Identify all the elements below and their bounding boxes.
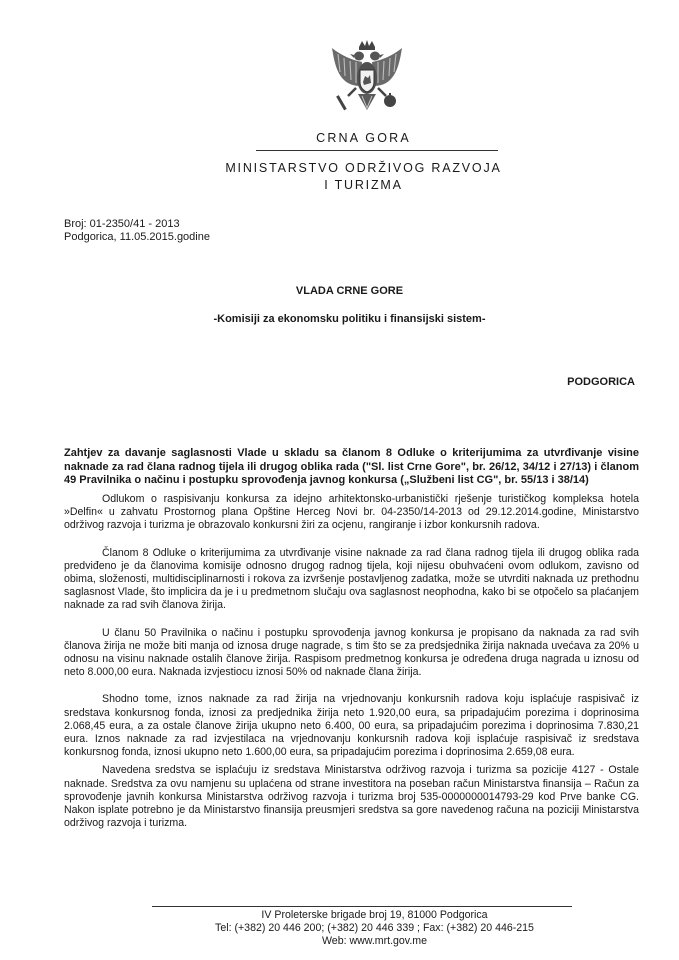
footer-web: Web: www.mrt.gov.me (322, 935, 427, 947)
body-paragraph: Odlukom o raspisivanju konkursa za idejno arhitektonsko-urbanistički rješenje turističkog kompleksa hotela »Delfin« u zahvatu Prostornog plana Opštine Herceg Novi br. 04-2350/14-2013 od 29.12.2014.godine, Ministarstvo održivog razvoja i turizma je obrazovalo konkursni žiri za ocjenu, rangiranje i izbor konkursnih radova. (64, 493, 639, 532)
reference-block (64, 218, 210, 244)
letter-body (64, 493, 639, 844)
ministry-name (0, 160, 679, 194)
ministry-name-line1: MINISTARSTVO ODRŽIVOG RAZVOJA (225, 161, 502, 175)
coat-of-arms-icon (324, 38, 410, 124)
body-paragraph: U članu 50 Pravilnika o načinu i postupku sprovođenja javnog konkursa je propisano da naknada za rad svih članova žirija ne može biti manja od iznosa druge nagrade, s tim što se za predsjednika žirija naknada uvećava za 20% u odnosu na visinu naknade ostalih članove žirija. Raspisom predmetnog konkursa je određena druga nagrada u iznosu od neto 8.000,00 eura. Naknada izvjestiocu iznosi 50% od naknade člana žirija. (64, 626, 639, 679)
country-name: CRNA GORA (316, 131, 411, 145)
footer-phones: Tel: (+382) 20 446 200; (+382) 20 446 339 ; Fax: (+382) 20 446-215 (215, 922, 534, 934)
reference-number: Broj: 01-2350/41 - 2013 (64, 218, 180, 230)
letter-footer (0, 909, 679, 948)
body-paragraph: Navedena sredstva se isplaćuju iz sredstava Ministarstva održivog razvoja i turizma sa pozicije 4127 - Ostale naknade. Sredstva za ovu namjenu su uplaćena od strane investitora na poseban račun Ministarstva finansija – Račun za sprovođenje javnih konkursa Ministarstva održivog razvoja i turizma broj 535-0000000014793-29 kod Prve banke CG. Nakon isplate potrebno je da Ministarstvo finansija preusmjeri sredstva sa gore navedenog računa na poziciji Ministarstva održivog razvoja i turizma. (64, 764, 639, 830)
footer-address: IV Proleterske brigade broj 19, 81000 Podgorica (261, 909, 488, 921)
recipient-city: PODGORICA (567, 376, 635, 388)
body-paragraph: Članom 8 Odluke o kriterijumima za utvrđivanje visine naknade za rad člana radnog tijela ili drugog oblika rada predviđeno je da članovima komisije odnosno drugog radnog tijela, koji nijesu obuhvaćeni ovom odlukom, zavisno od obima, složenosti, multidisciplinarnosti i rokova za izvršenje postavljenog zadatka, može se utvrditi naknada uz prethodnu saglasnost Vlade, što implicira da je i u predmetnom slučaju ova saglasnost neophodna, kako bi se otpočelo sa plaćanjem naknade za rad svih članova žirija. (64, 546, 639, 612)
reference-place-date: Podgorica, 11.05.2015.godine (64, 231, 210, 243)
letterhead-divider (256, 150, 498, 151)
recipient-committee: -Komisiji za ekonomsku politiku i finansijski sistem- (213, 313, 486, 325)
ministry-name-line2: I TURIZMA (324, 178, 403, 192)
footer-divider (152, 906, 572, 907)
letter-subject: Zahtjev za davanje saglasnosti Vlade u skladu sa članom 8 Odluke o kriterijumima za utvrđivanje visine naknade za rad člana radnog tijela ili drugog oblika rada ("Sl. list Crne Gore", br. 26/12, 34/12 i 27/13) i članom 49 Pravilnika o načinu i postupku sprovođenja javnog konkursa („Službeni list CG", br. 55/13 i 38/14) (64, 447, 639, 486)
recipient-name: VLADA CRNE GORE (295, 285, 404, 297)
body-paragraph: Shodno tome, iznos naknade za rad žirija na vrjednovanju konkursnih radova koju isplaćuje raspisivač iz sredstava konkursnog fonda, iznosi za predjednika žirija neto 1.920,00 eura, sa pripadajućim porezima i doprinosima 2.068,45 eura, a za ostale članove žirija ukupno neto 6.400, 00 eura, sa pripadajućim porezima i doprinosima 7.830,21 eura. Iznos naknade za rad izvjestilaca na vrjednovanju konkursnih radova koji isplaćuje raspisivač iz sredstava konkursnog fonda, iznosi ukupno neto 1.600,00 eura, sa pripadajućim porezima i doprinosima 2.659,08 eura. (64, 693, 639, 759)
